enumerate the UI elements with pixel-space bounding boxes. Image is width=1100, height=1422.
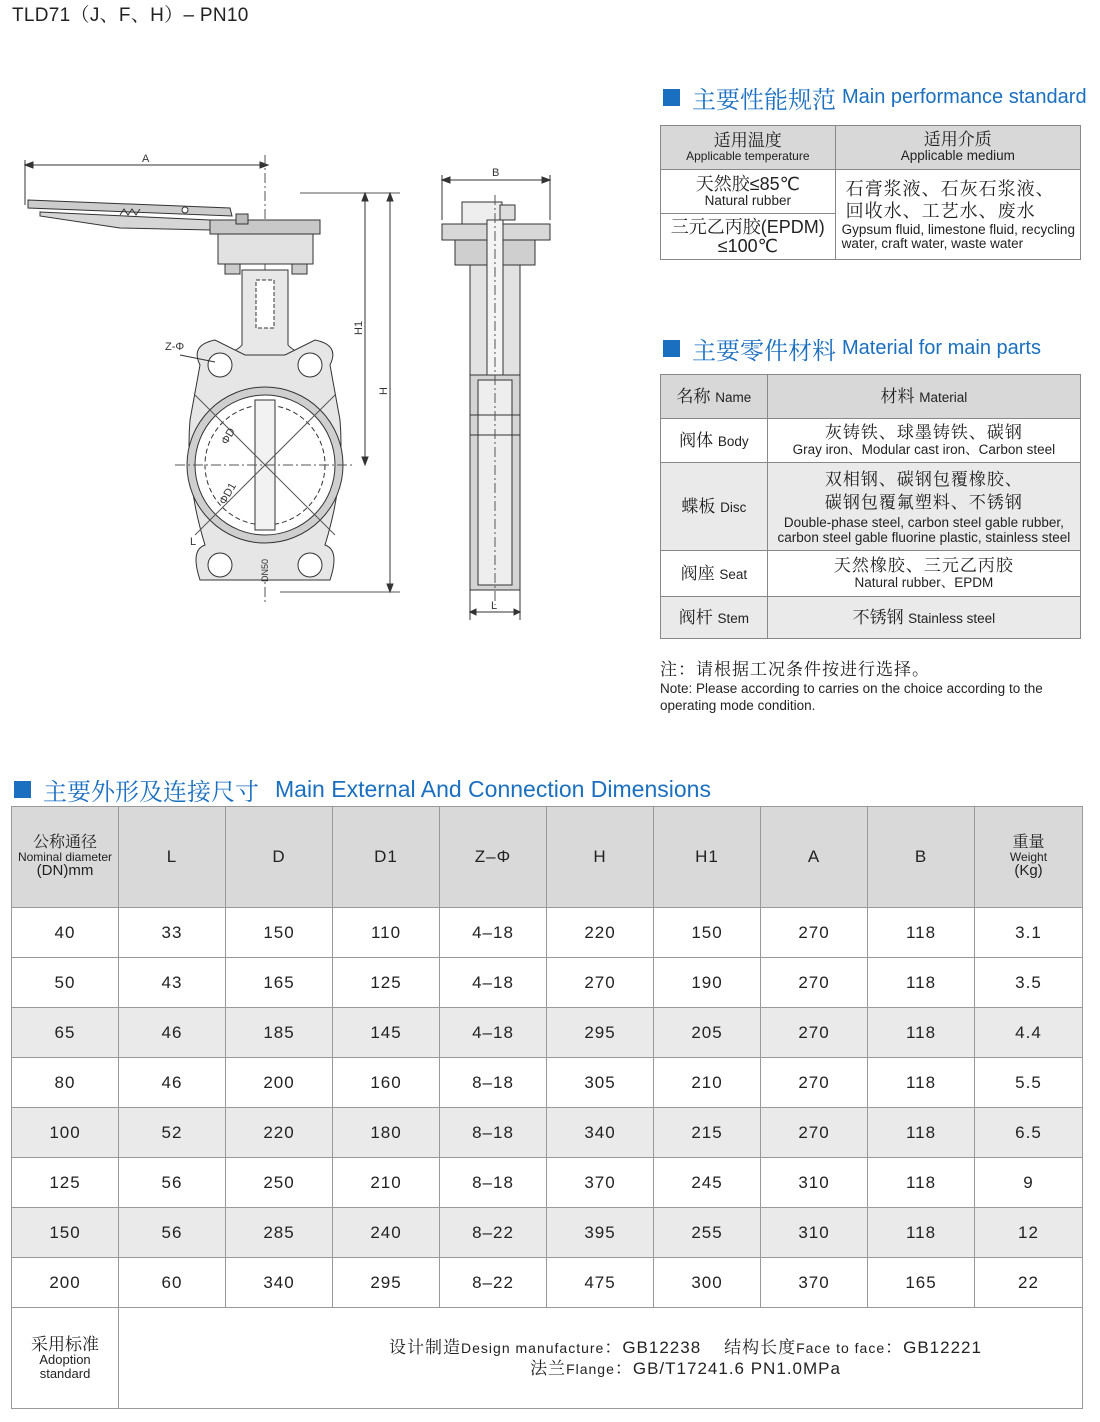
note-en-line2: operating mode condition. — [660, 697, 816, 713]
dim-head-d: D — [226, 807, 333, 908]
mat-row-stem: 阀杆 Stem 不锈钢 Stainless steel — [661, 597, 1081, 639]
materials-section-heading — [663, 331, 1041, 366]
standards-row — [12, 1308, 1083, 1409]
dim-label-d: ΦD — [219, 426, 238, 447]
perf-head-medium: 适用介质 Applicable medium — [835, 126, 1080, 170]
dim-label-d1: ΦD1 — [217, 480, 240, 507]
dim-header-row — [12, 807, 1083, 908]
perf-head-temperature: 适用温度 Applicable temperature — [661, 126, 836, 170]
materials-title-cn: 主要零件材料 — [692, 338, 836, 365]
table-row: 80 46 200 160 8–18 305 210 270 118 5.5 — [12, 1058, 1083, 1108]
dimensions-title-cn: 主要外形及连接尺寸 — [43, 779, 259, 806]
dim-label-a: A — [142, 153, 150, 165]
table-row: 50 43 165 125 4–18 270 190 270 118 3.5 — [12, 958, 1083, 1008]
dim-label-h: H — [378, 387, 390, 395]
dim-head-b: B — [868, 807, 975, 908]
perf-medium-cell: 石膏浆液、石灰石浆液、 回收水、工艺水、废水 Gypsum fluid, limestone fluid, recycling water, craft water, waste water — [835, 170, 1080, 260]
mat-head-material: 材料 Material — [767, 375, 1080, 419]
selection-note — [660, 655, 1090, 714]
dim-label-b: B — [492, 167, 500, 179]
table-row: 125 56 250 210 8–18 370 245 310 118 9 — [12, 1158, 1083, 1208]
section-square-icon — [663, 89, 680, 106]
note-en-line1: Note: Please according to carries on the choice according to the — [660, 681, 1043, 696]
perf-temp-natural-rubber: 天然胶≤85℃ Natural rubber — [661, 170, 836, 214]
dim-head-d1: D1 — [333, 807, 440, 908]
table-row: 200 60 340 295 8–22 475 300 370 165 22 — [12, 1258, 1083, 1308]
dim-head-l: L — [119, 807, 226, 908]
mat-head-name: 名称 Name — [661, 375, 768, 419]
materials-table — [660, 374, 1081, 639]
performance-table — [660, 125, 1081, 260]
std-label: 采用标准 Adoption standard — [12, 1308, 119, 1409]
table-row: 40 33 150 110 4–18 220 150 270 118 3.1 — [12, 908, 1083, 958]
mat-row-disc: 蝶板 Disc 双相钢、碳钢包覆橡胶、 碳钢包覆氟塑料、不锈钢 Double-phase steel, carbon steel gable rubber, carbon steel gable fluorine plastic, stainless steel — [661, 463, 1081, 551]
dim-label-z-phi: Z-Φ — [165, 341, 185, 353]
dim-head-dn: 公称通径 Nominal diameter (DN)mm — [12, 807, 119, 908]
section-square-icon — [663, 340, 680, 357]
dim-head-weight: 重量 Weight (Kg) — [975, 807, 1083, 908]
valve-technical-drawing — [0, 150, 660, 630]
dim-head-h1: H1 — [654, 807, 761, 908]
table-row: 65 46 185 145 4–18 295 205 270 118 4.4 — [12, 1008, 1083, 1058]
dim-label-l-front: L — [190, 536, 197, 548]
dim-label-dn: DN50 — [260, 558, 270, 582]
performance-section-heading — [663, 80, 1087, 115]
note-cn: 注：请根据工况条件按进行选择。 — [660, 660, 930, 679]
dim-head-z-phi: Z–Φ — [440, 807, 547, 908]
dim-label-l-side: L — [491, 600, 498, 612]
mat-row-body: 阀体 Body 灰铸铁、球墨铸铁、碳钢 Gray iron、Modular cast iron、Carbon steel — [661, 419, 1081, 463]
performance-title-en: Main performance standard — [842, 86, 1087, 108]
dimensions-section-heading — [14, 772, 711, 807]
dim-head-h: H — [547, 807, 654, 908]
materials-title-en: Material for main parts — [842, 337, 1041, 359]
perf-temp-epdm: 三元乙丙胶(EPDM) ≤100℃ — [661, 214, 836, 260]
dimensions-title-en: Main External And Connection Dimensions — [275, 776, 711, 802]
section-square-icon — [14, 781, 31, 798]
mat-row-seat: 阀座 Seat 天然橡胶、三元乙丙胶 Natural rubber、EPDM — [661, 551, 1081, 597]
dim-label-h1: H1 — [353, 320, 365, 335]
table-row: 150 56 285 240 8–22 395 255 310 118 12 — [12, 1208, 1083, 1258]
std-values: 设计制造Design manufacture：GB12238 结构长度Face to face：GB12221 法兰Flange：GB/T17241.6 PN1.0MPa — [119, 1308, 1083, 1409]
table-row: 100 52 220 180 8–18 340 215 270 118 6.5 — [12, 1108, 1083, 1158]
dim-head-a: A — [761, 807, 868, 908]
dimensions-table — [11, 806, 1083, 1409]
performance-title-cn: 主要性能规范 — [692, 87, 836, 114]
model-title: TLD71（J、F、H）– PN10 — [12, 5, 249, 26]
